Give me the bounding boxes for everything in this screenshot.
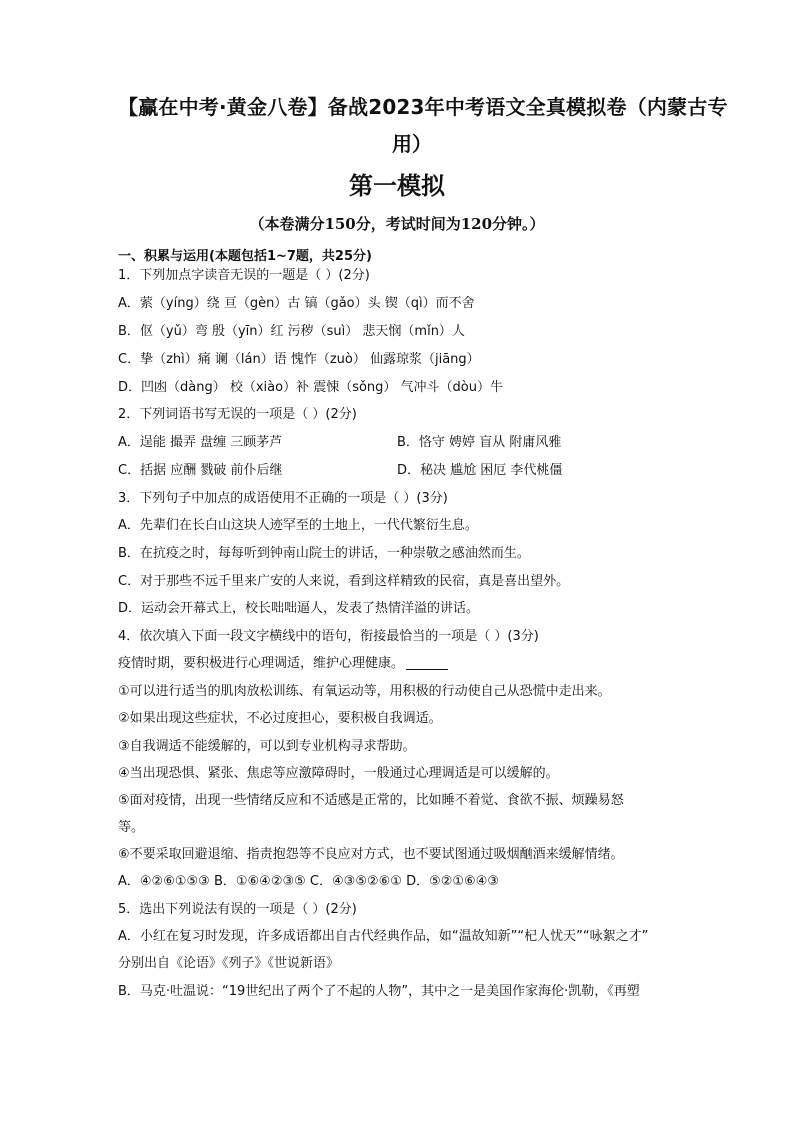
exam-subtitle: 第一模拟 bbox=[349, 172, 445, 200]
question-4-sentence-4: ④当出现恐惧、紧张、焦虑等应激障碍时，一般通过心理调适是可以缓解的。 bbox=[118, 766, 559, 781]
question-3-option-a: A．先辈们在长白山这块人迹罕至的土地上，一代代繁衍生息。 bbox=[118, 518, 478, 533]
question-3-option-b: B．在抗疫之时，每每听到钟南山院士的讲话，一种崇敬之感油然而生。 bbox=[118, 546, 530, 561]
question-4-sentence-2: ②如果出现这些症状，不必过度担心，要积极自我调适。 bbox=[118, 711, 442, 726]
question-2-option-b: B．恪守 娉婷 盲从 附庸风雅 bbox=[397, 435, 562, 450]
question-5-option-b: B．马克·吐温说：“19世纪出了两个了不起的人物”，其中之一是美国作家海伦·凯勒，《再塑 bbox=[118, 984, 640, 999]
question-1-stem: 1．下列加点字读音无误的一题是（ ）(2分) bbox=[118, 268, 370, 283]
exam-title: 【赢在中考·黄金八卷】备战2023年中考语文全真模拟卷（内蒙古专 bbox=[118, 95, 728, 119]
question-2-option-a: A．逞能 撮弄 盘缠 三顾茅芦 bbox=[118, 435, 283, 450]
question-1-option-d: D．凹凼（dàng） 校（xiào）补 震悚（sǒng） 气冲斗（dòu）牛 bbox=[118, 380, 504, 395]
question-4-context-text: 疫情时期，要积极进行心理调适，维护心理健康。 bbox=[118, 656, 405, 671]
question-5-stem: 5．选出下列说法有误的一项是（ ）(2分) bbox=[118, 902, 357, 917]
question-1-option-b: B．伛（yǔ）弯 殷（yīn）红 污秽（suì） 悲天悯（mǐn）人 bbox=[118, 324, 465, 339]
question-1-option-a: A．萦（yíng）绕 亘（gèn）古 镐（gǎo）头 锲（qì）而不舍 bbox=[118, 296, 475, 311]
question-5-option-a-continued: 分别出自《论语》《列子》《世说新语》 bbox=[118, 956, 340, 971]
exam-title-continued: 用） bbox=[392, 132, 432, 156]
question-2-stem: 2．下列词语书写无误的一项是（ ）(2分) bbox=[118, 407, 357, 422]
section-title: 一、积累与运用(本题包括1~7题，共25分) bbox=[118, 249, 372, 264]
question-3-option-c: C．对于那些不远千里来广安的人来说，看到这样精致的民宿，真是喜出望外。 bbox=[118, 574, 570, 589]
question-4-context bbox=[118, 655, 448, 673]
question-4-sentence-1: ①可以进行适当的肌肉放松训练、有氧运动等，用积极的行动使自己从恐慌中走出来。 bbox=[118, 684, 611, 699]
question-3-stem: 3．下列句子中加点的成语使用不正确的一项是（ ）(3分) bbox=[118, 491, 448, 506]
question-4-sentence-5: ⑤面对疫情，出现一些情绪反应和不适感是正常的，比如睡不着觉、食欲不振、烦躁易怒 bbox=[118, 793, 624, 808]
question-3-option-d: D．运动会开幕式上，校长咄咄逼人，发表了热情洋溢的讲话。 bbox=[118, 601, 480, 616]
question-2-option-d: D．秘决 尴尬 困厄 李代桃僵 bbox=[397, 463, 563, 478]
question-4-sentence-6: ⑥不要采取回避退缩、指责抱怨等不良应对方式，也不要试图通过吸烟酗酒来缓解情绪。 bbox=[118, 847, 624, 862]
exam-info: （本卷满分150分，考试时间为120分钟。） bbox=[249, 215, 545, 233]
question-4-sentence-3: ③自我调适不能缓解的，可以到专业机构寻求帮助。 bbox=[118, 739, 416, 754]
question-4-options: A．④②⑥①⑤③ B．①⑥④②③⑤ C．④③⑤②⑥① D．⑤②①⑥④③ bbox=[118, 874, 499, 889]
question-1-option-c: C．挚（zhì）痛 谰（lán）语 愧怍（zuò） 仙露琼浆（jiāng） bbox=[118, 352, 480, 367]
question-5-option-a: A．小红在复习时发现，许多成语都出自古代经典作品，如“温故知新”“杞人忧天”“咏絮之才” bbox=[118, 929, 649, 944]
question-2-option-c: C．括据 应酬 戮破 前仆后继 bbox=[118, 463, 283, 478]
question-4-stem: 4．依次填入下面一段文字横线中的语句，衔接最恰当的一项是（ ）(3分) bbox=[118, 629, 539, 644]
question-4-sentence-5-continued: 等。 bbox=[118, 820, 145, 835]
answer-blank bbox=[406, 669, 448, 670]
